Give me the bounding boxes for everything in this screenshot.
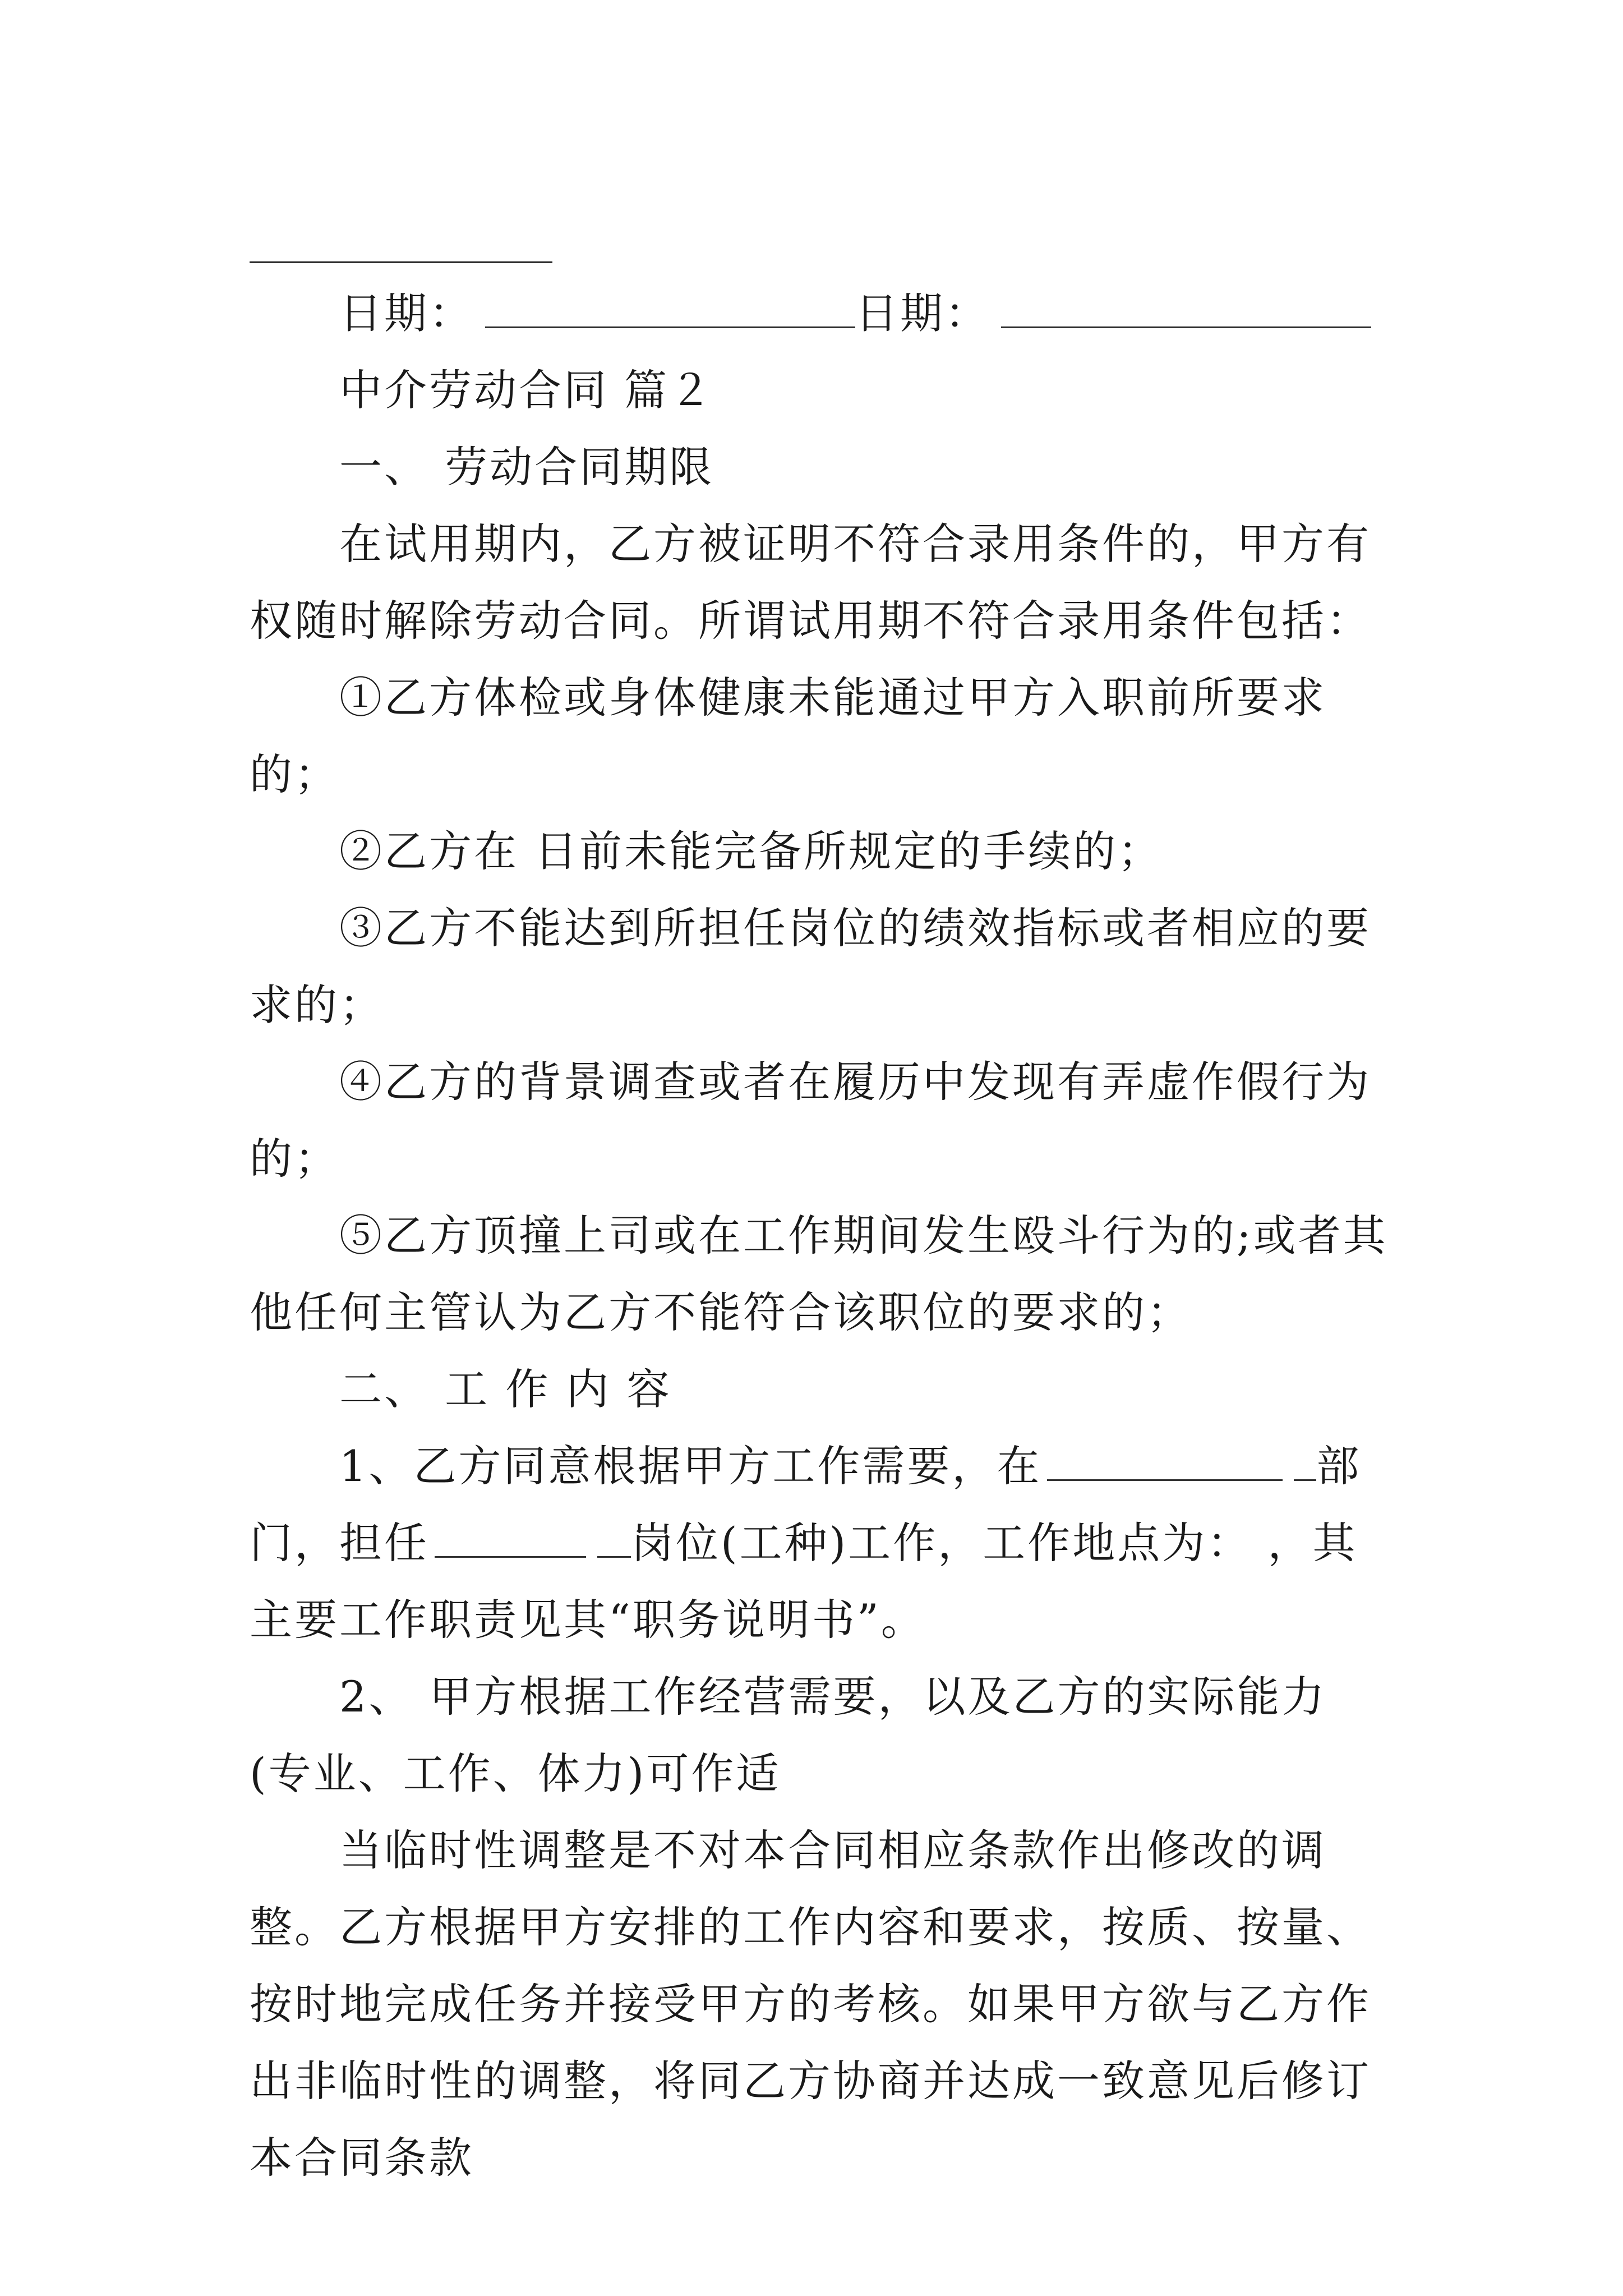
part1-item: ①乙方体检或身体健康未能通过甲方入职前所要求的；	[250, 673, 1326, 799]
clause1-text-c: 岗位(工种)工作，工作地点为： ，其主要工作职责见其“职务说明书”。	[250, 1518, 1358, 1645]
part1-item: ⑤乙方顶撞上司或在工作期间发生殴斗行为的;或者其他任何主管认为乙方不能符合该职位的要求的；	[250, 1211, 1388, 1337]
part2-heading: 二、 工 作 内 容	[339, 1364, 672, 1414]
part1-heading: 一、 劳动合同期限	[339, 442, 714, 492]
signature-line	[250, 261, 552, 263]
date-label-left: 日期：	[339, 288, 474, 338]
part1-item: ②乙方在 日前未能完备所规定的手续的；	[339, 826, 1163, 876]
part2-clause1	[250, 1428, 1388, 1658]
date-label-right: 日期：	[855, 288, 990, 338]
date-blank-left	[485, 293, 855, 328]
department-blank	[1047, 1446, 1283, 1481]
date-row	[250, 275, 1388, 352]
section-title: 中介劳动合同 篇２	[339, 365, 714, 415]
part2-clause2: 2、 甲方根据工作经营需要，以及乙方的实际能力(专业、工作、体力)可作适	[250, 1672, 1327, 1798]
date-blank-right	[1001, 293, 1371, 328]
clause1-text-b: 部门，担任	[250, 1441, 1362, 1568]
part2-clause3: 当临时性调整是不对本合同相应条款作出修改的调整。乙方根据甲方安排的工作内容和要求，按质、按量、按时地完成任务并接受甲方的考核。如果甲方欲与乙方作出非临时性的调整，将同乙方协商并达成一致意见后修订本合同条款	[250, 1825, 1371, 2183]
part1-item: ④乙方的背景调查或者在履历中发现有弄虚作假行为的；	[250, 1057, 1371, 1184]
clause1-text-a: 1、乙方同意根据甲方工作需要，在	[339, 1441, 1042, 1491]
department-blank-tail	[1294, 1446, 1316, 1481]
position-blank-tail	[597, 1522, 631, 1558]
part1-intro: 在试用期内，乙方被证明不符合录用条件的，甲方有权随时解除劳动合同。所谓试用期不符合录用条件包括：	[250, 519, 1371, 646]
document-body	[250, 275, 1388, 2196]
part1-item: ③乙方不能达到所担任岗位的绩效指标或者相应的要求的；	[250, 903, 1371, 1030]
position-blank	[435, 1522, 586, 1558]
